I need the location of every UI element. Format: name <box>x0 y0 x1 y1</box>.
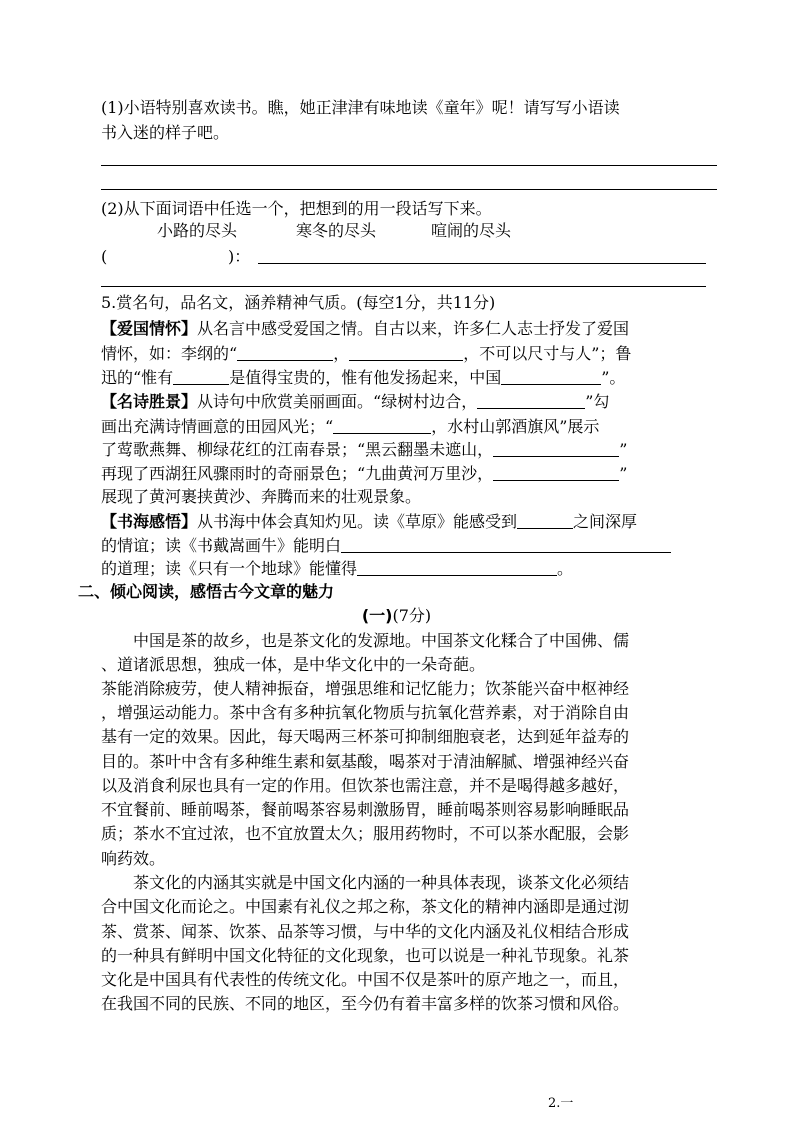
passage-line: 不宜餐前、睡前喝茶，餐前喝茶容易刺激肠胃，睡前喝茶则容易影响睡眠品 <box>101 800 630 819</box>
text: 是值得宝贵的，惟有他发扬起来，中国 <box>229 368 502 387</box>
q5-poetry-line5: 展现了黄河裹挟黄沙、奔腾而来的壮观景象。 <box>101 487 422 506</box>
q5-poetry-line3 <box>101 440 627 460</box>
text: 之间深厚 <box>573 512 638 531</box>
q2-line1: (2)从下面词语中任选一个，把想到的用一段话写下来。 <box>101 199 492 218</box>
fill-blank[interactable] <box>493 465 619 481</box>
q2-paren-open: ( <box>101 247 108 266</box>
text: 从诗句中欣赏美丽画面。“绿树村边合， <box>197 392 478 411</box>
q5-patriot-line1 <box>101 319 629 339</box>
text: ，不可以尺寸与人”；鲁 <box>463 344 632 363</box>
q2-option-1: 小路的尽头 <box>157 221 238 240</box>
text: 了莺歌燕舞、柳绿花红的江南春景；“黑云翻墨未遮山， <box>101 440 494 459</box>
q5-poetry-line2 <box>101 417 599 437</box>
passage-line: 响药效。 <box>101 849 166 868</box>
text: 的情谊；读《书戴嵩画牛》能明白 <box>101 536 342 555</box>
q2-paren-close: )： <box>228 247 251 266</box>
text: 情怀，如：李纲的“ <box>101 344 238 363</box>
fill-blank[interactable] <box>493 441 619 457</box>
q5-books-line3 <box>101 559 573 579</box>
q2-option-2: 寒冬的尽头 <box>296 221 377 240</box>
tag-patriot: 【爱国情怀】 <box>101 319 198 338</box>
text: ”勾 <box>585 392 610 411</box>
answer-line[interactable] <box>258 263 706 264</box>
passage-line: 质；茶水不宜过浓，也不宜放置太久；服用药物时，不可以茶水配服，会影 <box>101 824 630 843</box>
text: ” <box>619 464 628 483</box>
q1-line2: 书入迷的样子吧。 <box>101 123 230 142</box>
text: 。 <box>557 559 574 578</box>
text: 从名言中感受爱国之情。自古以来，许多仁人志士抒发了爱国 <box>197 319 630 338</box>
q5-title: 5.赏名句，品名文，涵养精神气质。(每空1分，共11分) <box>101 293 496 312</box>
text: ”。 <box>601 368 626 387</box>
text: 的道理；读《只有一个地球》能懂得 <box>101 559 358 578</box>
text: 再现了西湖狂风骤雨时的奇丽景色；“九曲黄河万里沙， <box>101 464 494 483</box>
text: 从书海中体会真知灼见。读《草原》能感受到 <box>197 512 518 531</box>
passage-line: 合中国文化而论之。中国素有礼仪之邦之称，茶文化的精神内涵即是通过沏 <box>101 897 630 916</box>
q5-patriot-line2 <box>101 344 631 364</box>
passage-line: 茶能消除疲劳，使人精神振奋，增强思维和记忆能力；饮茶能兴奋中枢神经 <box>101 679 630 698</box>
fill-blank[interactable] <box>333 418 431 434</box>
q5-patriot-line3 <box>101 368 625 388</box>
passage-line: 基有一定的效果。因此，每天喝两三杯茶可抑制细胞衰老，达到延年益寿的 <box>101 727 630 746</box>
q5-books-line1 <box>101 512 637 532</box>
text: 画出充满诗情画意的田园风光；“ <box>101 417 334 436</box>
answer-line[interactable] <box>101 286 706 287</box>
tag-books: 【书海感悟】 <box>101 512 198 531</box>
subsection-points: (7分) <box>392 606 432 625</box>
q2-option-3: 喧闹的尽头 <box>431 221 512 240</box>
fill-blank[interactable] <box>357 560 557 576</box>
passage-line: 茶、赏茶、闻茶、饮茶、品茶等习惯，与中华的文化内涵及礼仪相结合形成 <box>101 922 630 941</box>
fill-blank[interactable] <box>349 345 463 361</box>
tag-poetry: 【名诗胜景】 <box>101 392 198 411</box>
text: ” <box>619 440 628 459</box>
passage-line: 的一种具有鲜明中国文化特征的文化现象，也可以说是一种礼节现象。礼茶 <box>101 946 630 965</box>
answer-line[interactable] <box>101 165 717 166</box>
passage-line: 茶文化的内涵其实就是中国文化内涵的一种具体表现，谈茶文化必须结 <box>101 873 630 892</box>
fill-blank[interactable] <box>517 513 573 529</box>
passage-line: 目的。茶叶中含有多种维生素和氨基酸，喝茶对于清油解腻、增强神经兴奋 <box>101 752 630 771</box>
section-title: 二、倾心阅读，感悟古今文章的魅力 <box>78 582 335 601</box>
fill-blank[interactable] <box>237 345 333 361</box>
text: 迅的“惟有 <box>101 368 174 387</box>
passage-line: 在我国不同的民族、不同的地区，至今仍有着丰富多样的饮茶习惯和风俗。 <box>101 994 630 1013</box>
passage-line: 中国是茶的故乡，也是茶文化的发源地。中国茶文化糅合了中国佛、儒 <box>101 631 630 650</box>
fill-blank[interactable] <box>477 393 585 409</box>
fill-blank[interactable] <box>341 537 671 553</box>
text: ， <box>333 344 350 363</box>
passage-line: 以及消食利尿也具有一定的作用。但饮茶也需注意，并不是喝得越多越好， <box>101 776 630 795</box>
subsection-title <box>0 606 793 626</box>
answer-line[interactable] <box>101 189 717 190</box>
subsection-number: (一) <box>361 606 393 625</box>
q5-poetry-line1 <box>101 392 609 412</box>
q5-poetry-line4 <box>101 464 627 484</box>
q1-line1: (1)小语特别喜欢读书。瞧，她正津津有味地读《童年》呢！请写写小语读 <box>101 98 620 117</box>
page-number: 2.一 <box>548 1096 574 1111</box>
passage-line: 、道诸派思想，独成一体，是中华文化中的一朵奇葩。 <box>101 655 486 674</box>
q5-books-line2 <box>101 536 671 556</box>
text: ，水村山郭酒旗风”展示 <box>431 417 600 436</box>
fill-blank[interactable] <box>501 369 601 385</box>
fill-blank[interactable] <box>173 369 229 385</box>
passage-line: ，增强运动能力。茶中含有多种抗氧化物质与抗氧化营养素，对于消除自由 <box>101 703 630 722</box>
passage-line: 文化是中国具有代表性的传统文化。中国不仅是茶叶的原产地之一，而且， <box>101 970 630 989</box>
